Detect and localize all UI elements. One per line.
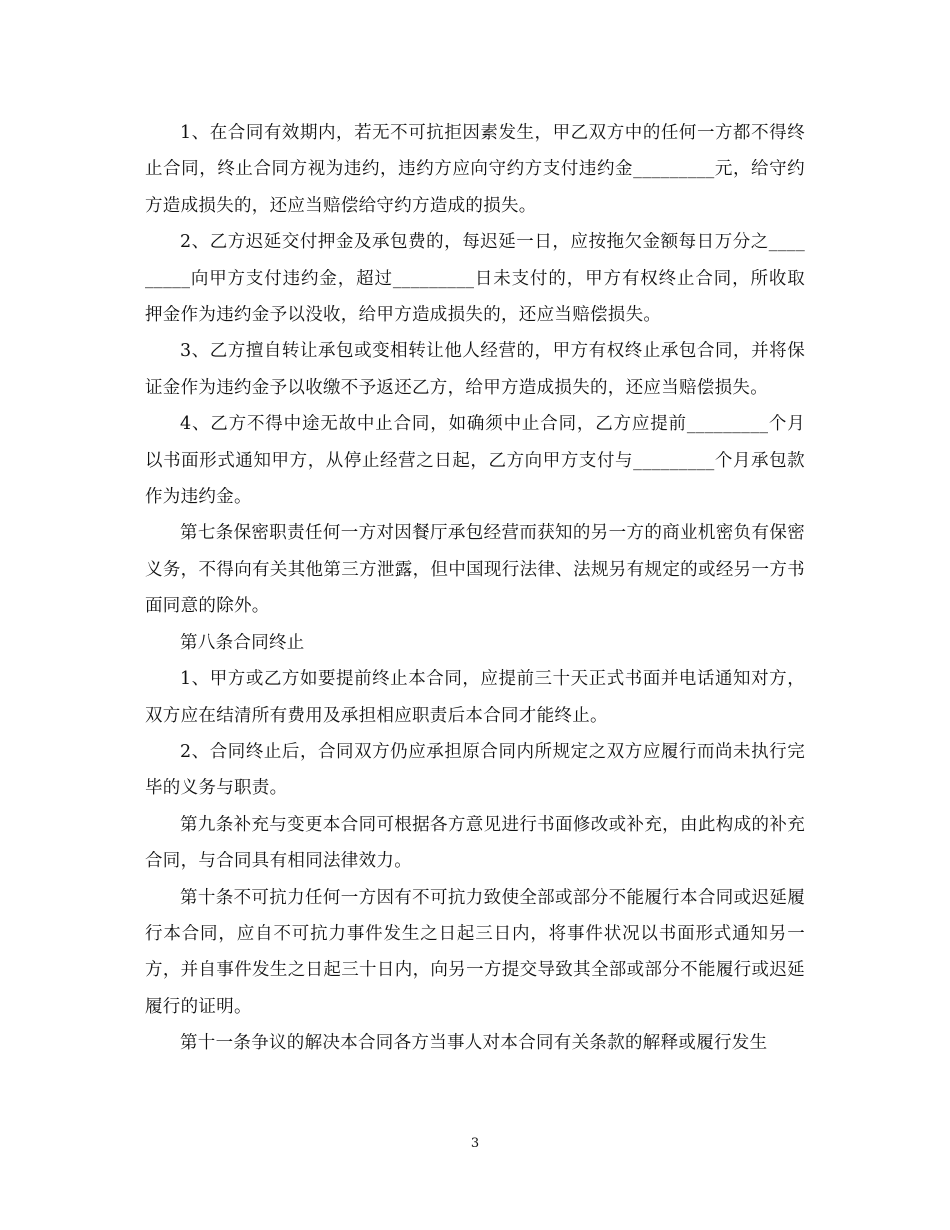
- paragraph-article-7-confidentiality: 第七条保密职责任何一方对因餐厅承包经营而获知的另一方的商业机密负有保密义务，不得向有关其他第三方泄露，但中国现行法律、法规另有规定的或经另一方书面同意的除外。: [145, 523, 805, 617]
- page-number: 3: [470, 1136, 480, 1151]
- paragraph-article-11-disputes: 第十一条争议的解决本合同各方当事人对本合同有关条款的解释或履行发生: [180, 1033, 768, 1054]
- paragraph-late-payment: 2、乙方迟延交付押金及承包费的，每迟延一日，应按拖欠金额每日万分之_________向甲方支付违约金，超过_________日未支付的，甲方有权终止合同，所收取押金作为违约金予以没收，给甲方造成损失的，还应当赔偿损失。: [145, 232, 805, 326]
- paragraph-early-termination-notice: 1、甲方或乙方如要提前终止本合同，应提前三十天正式书面并电话通知对方，双方应在结清所有费用及承担相应职责后本合同才能终止。: [145, 669, 805, 726]
- document-body: [145, 115, 805, 1062]
- paragraph-article-9-amendment: 第九条补充与变更本合同可根据各方意见进行书面修改或补充，由此构成的补充合同，与合同具有相同法律效力。: [145, 814, 805, 872]
- paragraph-post-termination-duties: 2、合同终止后，合同双方仍应承担原合同内所规定之双方应履行而尚未执行完毕的义务与职责。: [145, 741, 805, 799]
- paragraph-unauthorized-transfer: 3、乙方擅自转让承包或变相转让他人经营的，甲方有权终止承包合同，并将保证金作为违约金予以收缴不予返还乙方，给甲方造成损失的，还应当赔偿损失。: [145, 341, 805, 398]
- paragraph-article-10-force-majeure: 第十条不可抗力任何一方因有不可抗力致使全部或部分不能履行本合同或迟延履行本合同，应自不可抗力事件发生之日起三日内，将事件状况以书面形式通知另一方，并自事件发生之日起三十日内，向另一方提交导致其全部或部分不能履行或迟延履行的证明。: [145, 887, 805, 1017]
- paragraph-early-suspension: 4、乙方不得中途无故中止合同，如确须中止合同，乙方应提前_________个月以书面形式通知甲方，从停止经营之日起，乙方向甲方支付与_________个月承包款作为违约金。: [145, 414, 805, 508]
- paragraph-penalty-termination: 1、在合同有效期内，若无不可抗拒因素发生，甲乙双方中的任何一方都不得终止合同，终止合同方视为违约，违约方应向守约方支付违约金_________元，给守约方造成损失的，还应当赔偿给守约方造成的损失。: [145, 123, 805, 216]
- heading-article-8-termination: 第八条合同终止: [180, 632, 305, 653]
